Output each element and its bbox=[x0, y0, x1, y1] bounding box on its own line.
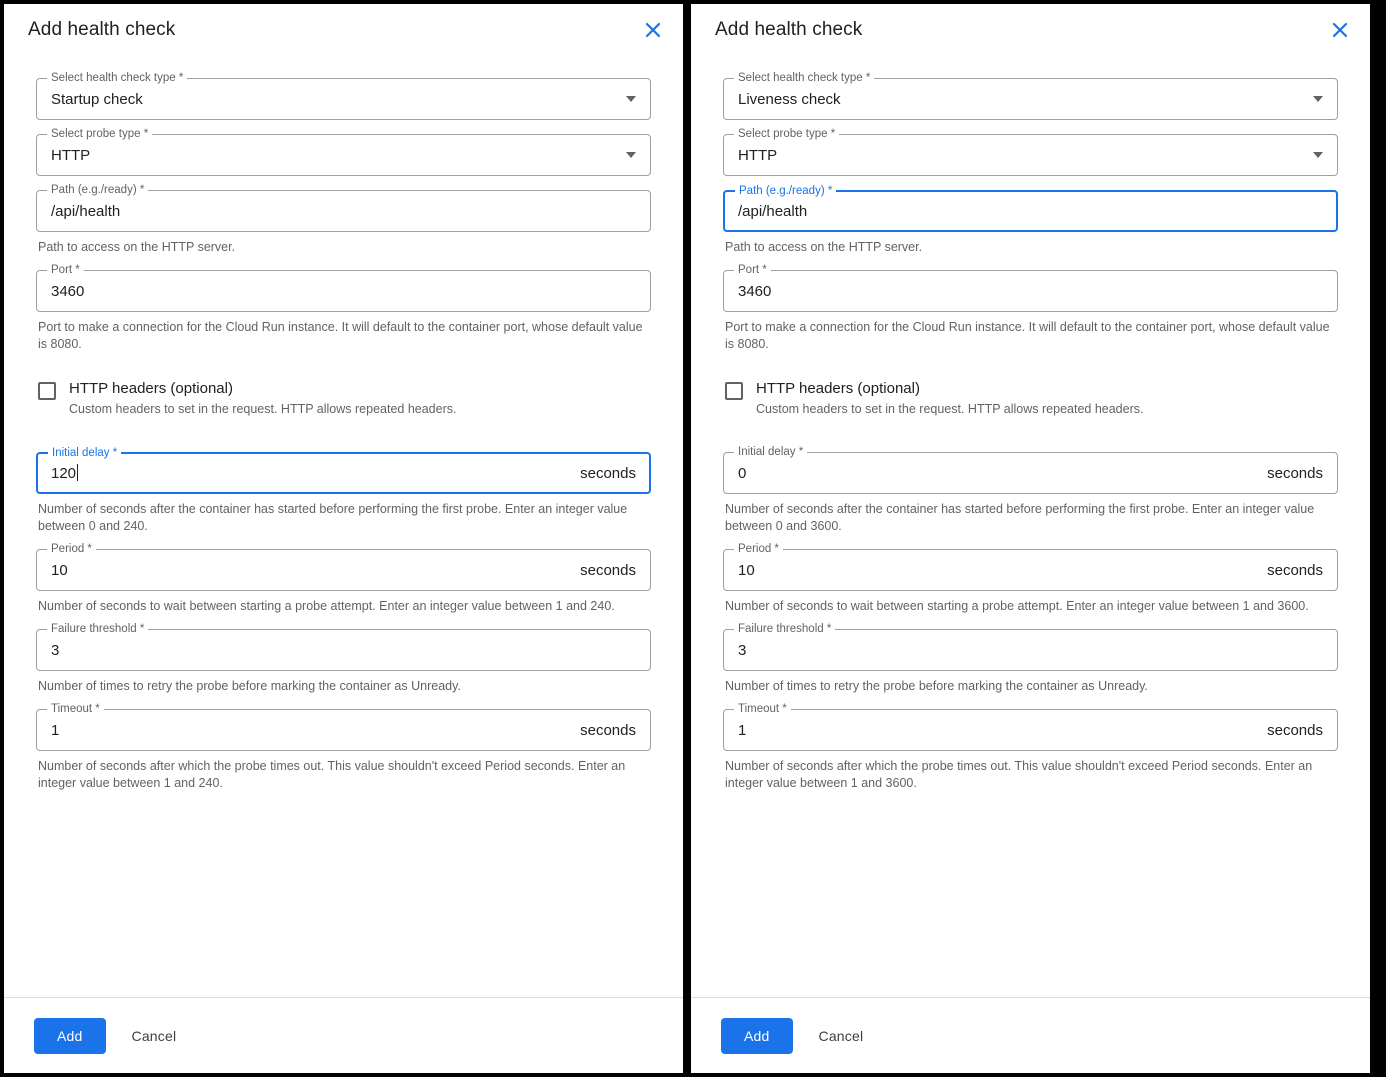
http-headers-label: HTTP headers (optional) bbox=[756, 380, 920, 397]
period-unit: seconds bbox=[580, 561, 636, 579]
http-headers-label: HTTP headers (optional) bbox=[69, 380, 233, 397]
initial-delay-field[interactable] bbox=[36, 447, 651, 494]
port-field[interactable] bbox=[723, 264, 1338, 312]
health-check-type-label: Select health check type * bbox=[734, 72, 874, 84]
port-helper-text: Port to make a connection for the Cloud Run instance. It will default to the container port, whose default value is 8080. bbox=[38, 320, 643, 351]
failure-threshold-helper-text: Number of times to retry the probe before marking the container as Unready. bbox=[38, 679, 461, 693]
period-field[interactable] bbox=[723, 543, 1338, 591]
http-headers-checkbox[interactable] bbox=[725, 382, 743, 400]
dialog-body bbox=[4, 56, 683, 997]
period-helper-text: Number of seconds to wait between starting a probe attempt. Enter an integer value between 1 and 3600. bbox=[725, 599, 1309, 613]
failure-threshold-field[interactable] bbox=[723, 623, 1338, 671]
path-input[interactable]: /api/health bbox=[738, 202, 808, 220]
path-field[interactable] bbox=[723, 185, 1338, 232]
timeout-field[interactable] bbox=[36, 703, 651, 751]
dialog-body bbox=[691, 56, 1370, 997]
path-label: Path (e.g./ready) * bbox=[735, 185, 836, 197]
probe-type-value: HTTP bbox=[51, 146, 91, 164]
initial-delay-unit: seconds bbox=[1267, 464, 1323, 482]
path-helper-text: Path to access on the HTTP server. bbox=[725, 240, 923, 254]
http-headers-checkbox-row[interactable] bbox=[723, 379, 1338, 418]
port-input[interactable]: 3460 bbox=[51, 282, 85, 300]
period-input[interactable]: 10 bbox=[51, 561, 68, 579]
health-check-type-label: Select health check type * bbox=[47, 72, 187, 84]
timeout-label: Timeout * bbox=[47, 703, 104, 715]
path-helper-text: Path to access on the HTTP server. bbox=[38, 240, 236, 254]
port-label: Port * bbox=[47, 264, 84, 276]
port-helper-text: Port to make a connection for the Cloud Run instance. It will default to the container port, whose default value is 8080. bbox=[725, 320, 1330, 351]
health-check-type-select[interactable] bbox=[36, 72, 651, 120]
http-headers-helper-text: Custom headers to set in the request. HTTP allows repeated headers. bbox=[756, 402, 1144, 416]
dialog-header bbox=[4, 4, 683, 56]
health-check-type-value: Startup check bbox=[51, 90, 143, 108]
chevron-down-icon bbox=[626, 152, 636, 158]
add-health-check-dialog-liveness bbox=[691, 4, 1370, 1073]
cancel-button[interactable]: Cancel bbox=[807, 1018, 876, 1054]
failure-threshold-input[interactable]: 3 bbox=[738, 641, 747, 659]
path-label: Path (e.g./ready) * bbox=[47, 184, 148, 196]
page-title: Add health check bbox=[28, 19, 176, 40]
failure-threshold-helper-text: Number of times to retry the probe before marking the container as Unready. bbox=[725, 679, 1148, 693]
dialog-footer bbox=[4, 997, 683, 1073]
timeout-helper-text: Number of seconds after which the probe times out. This value shouldn't exceed Period seconds. Enter an integer value between 1 and 3600. bbox=[725, 759, 1313, 790]
period-helper-text: Number of seconds to wait between starting a probe attempt. Enter an integer value between 1 and 240. bbox=[38, 599, 615, 613]
add-health-check-dialog-startup bbox=[4, 4, 683, 1073]
initial-delay-field[interactable] bbox=[723, 446, 1338, 494]
port-field[interactable] bbox=[36, 264, 651, 312]
path-input[interactable]: /api/health bbox=[51, 202, 121, 220]
add-button[interactable]: Add bbox=[34, 1018, 106, 1054]
add-button[interactable]: Add bbox=[721, 1018, 793, 1054]
timeout-unit: seconds bbox=[580, 721, 636, 739]
timeout-label: Timeout * bbox=[734, 703, 791, 715]
path-field[interactable] bbox=[36, 184, 651, 232]
health-check-type-value: Liveness check bbox=[738, 90, 841, 108]
probe-type-select[interactable] bbox=[723, 128, 1338, 176]
period-unit: seconds bbox=[1267, 561, 1323, 579]
chevron-down-icon bbox=[1313, 152, 1323, 158]
health-check-type-select[interactable] bbox=[723, 72, 1338, 120]
initial-delay-input[interactable]: 120 bbox=[51, 465, 77, 482]
initial-delay-input[interactable]: 0 bbox=[738, 464, 747, 482]
spacer bbox=[723, 418, 1338, 438]
spacer bbox=[36, 418, 651, 438]
chevron-down-icon bbox=[626, 96, 636, 102]
dialog-footer bbox=[691, 997, 1370, 1073]
http-headers-helper-text: Custom headers to set in the request. HTTP allows repeated headers. bbox=[69, 402, 457, 416]
port-label: Port * bbox=[734, 264, 771, 276]
initial-delay-label: Initial delay * bbox=[48, 447, 121, 459]
probe-type-label: Select probe type * bbox=[734, 128, 839, 140]
timeout-field[interactable] bbox=[723, 703, 1338, 751]
probe-type-label: Select probe type * bbox=[47, 128, 152, 140]
http-headers-checkbox[interactable] bbox=[38, 382, 56, 400]
page-title: Add health check bbox=[715, 19, 863, 40]
failure-threshold-field[interactable] bbox=[36, 623, 651, 671]
initial-delay-label: Initial delay * bbox=[734, 446, 807, 458]
failure-threshold-label: Failure threshold * bbox=[47, 623, 148, 635]
initial-delay-unit: seconds bbox=[580, 464, 636, 482]
timeout-input[interactable]: 1 bbox=[738, 721, 747, 739]
port-input[interactable]: 3460 bbox=[738, 282, 772, 300]
close-icon[interactable] bbox=[639, 16, 667, 44]
timeout-input[interactable]: 1 bbox=[51, 721, 60, 739]
failure-threshold-input[interactable]: 3 bbox=[51, 641, 60, 659]
dialog-header bbox=[691, 4, 1370, 56]
timeout-helper-text: Number of seconds after which the probe times out. This value shouldn't exceed Period seconds. Enter an integer value between 1 and 240. bbox=[38, 759, 626, 790]
probe-type-value: HTTP bbox=[738, 146, 778, 164]
period-field[interactable] bbox=[36, 543, 651, 591]
initial-delay-helper-text: Number of seconds after the container has started before performing the first probe. Enter an integer value between 0 and 3600. bbox=[725, 502, 1315, 533]
http-headers-checkbox-row[interactable] bbox=[36, 379, 651, 418]
initial-delay-helper-text: Number of seconds after the container has started before performing the first probe. Enter an integer value between 0 and 240. bbox=[38, 502, 628, 533]
probe-type-select[interactable] bbox=[36, 128, 651, 176]
period-label: Period * bbox=[47, 543, 96, 555]
failure-threshold-label: Failure threshold * bbox=[734, 623, 835, 635]
cancel-button[interactable]: Cancel bbox=[120, 1018, 189, 1054]
close-icon[interactable] bbox=[1326, 16, 1354, 44]
chevron-down-icon bbox=[1313, 96, 1323, 102]
text-caret bbox=[77, 464, 78, 481]
period-input[interactable]: 10 bbox=[738, 561, 755, 579]
period-label: Period * bbox=[734, 543, 783, 555]
timeout-unit: seconds bbox=[1267, 721, 1323, 739]
